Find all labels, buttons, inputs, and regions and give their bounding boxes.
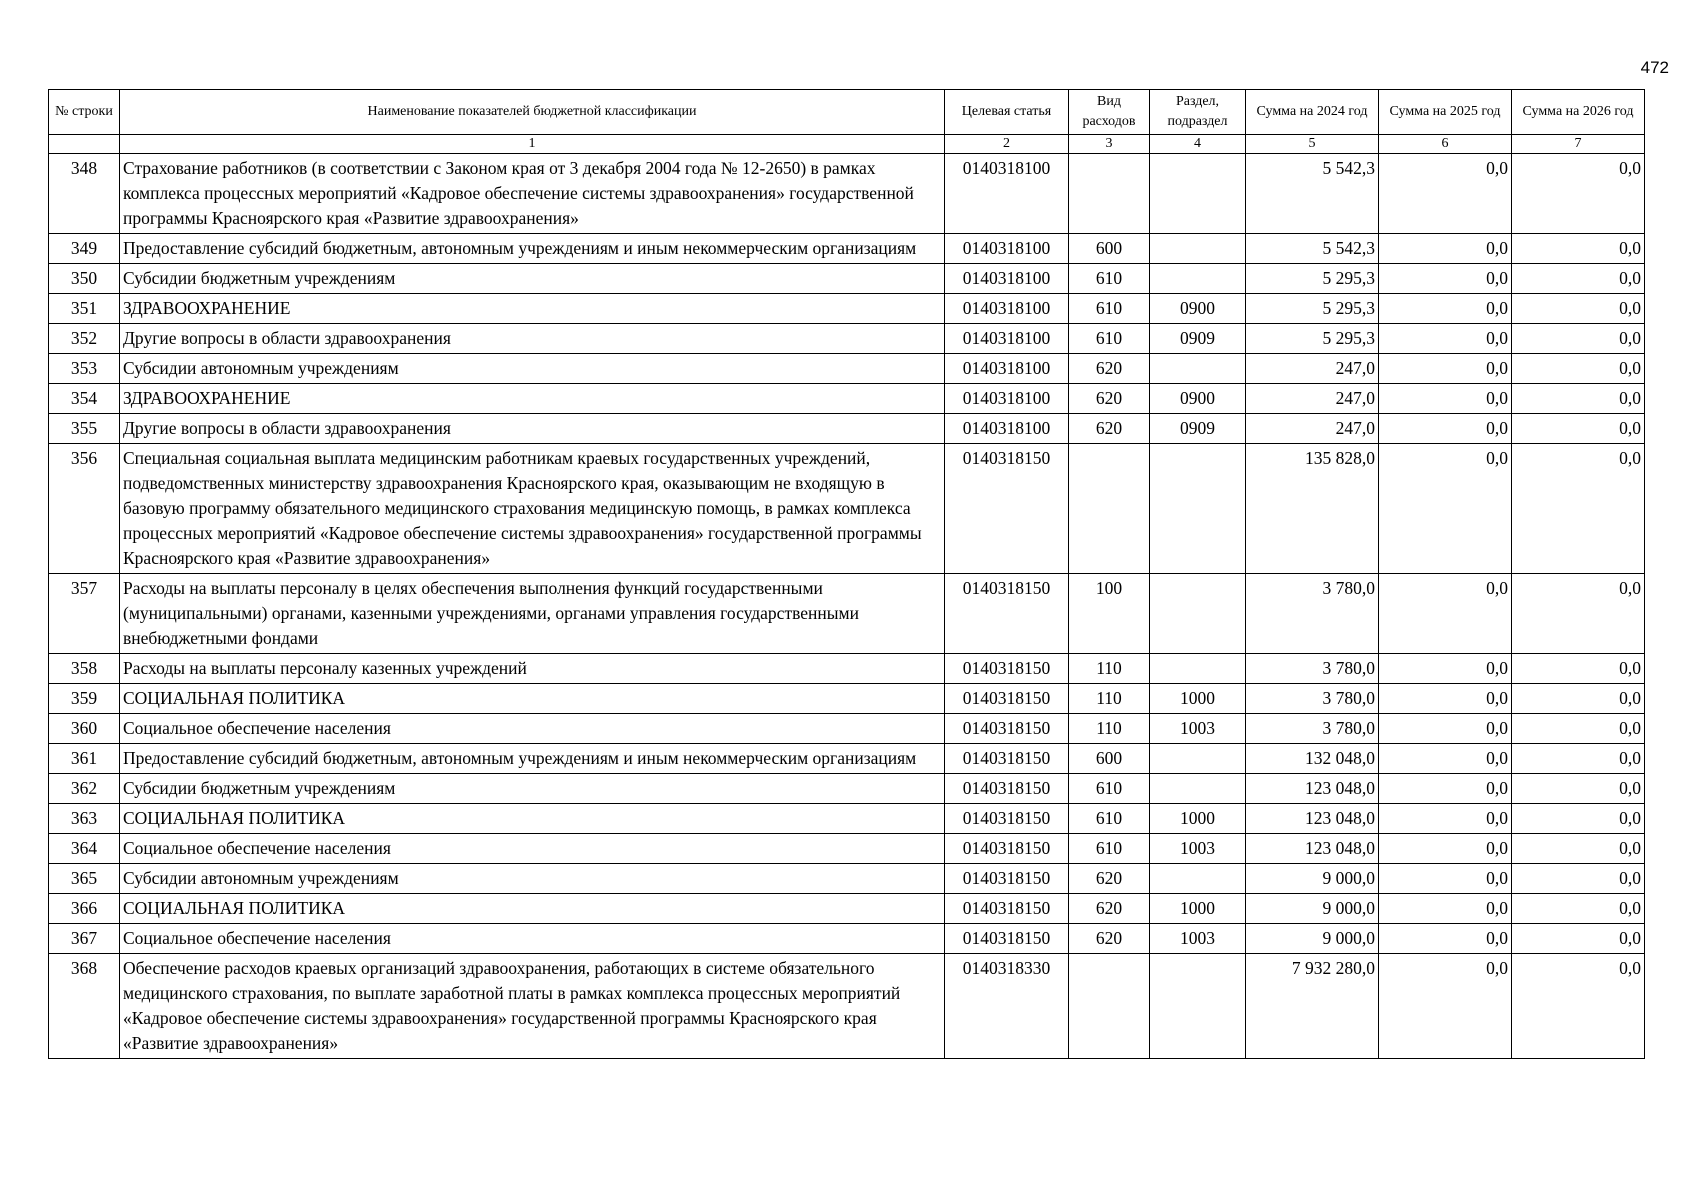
target-article-cell: 0140318150 — [945, 714, 1069, 744]
header-expense-type: Вид расходов — [1069, 90, 1150, 135]
budget-table — [48, 89, 1645, 1059]
section-cell: 0909 — [1150, 324, 1246, 354]
table-body — [49, 154, 1645, 1059]
indicator-name-cell: Другие вопросы в области здравоохранения — [120, 414, 945, 444]
expense-type-cell: 610 — [1069, 774, 1150, 804]
indicator-name-cell: Предоставление субсидий бюджетным, автономным учреждениям и иным некоммерческим организациям — [120, 234, 945, 264]
sum-2026-cell: 0,0 — [1512, 154, 1645, 234]
column-number: 2 — [945, 135, 1069, 154]
sum-2025-cell: 0,0 — [1379, 744, 1512, 774]
column-number: 4 — [1150, 135, 1246, 154]
table-row — [49, 924, 1645, 954]
sum-2024-cell: 3 780,0 — [1246, 714, 1379, 744]
target-article-cell: 0140318150 — [945, 864, 1069, 894]
sum-2025-cell: 0,0 — [1379, 324, 1512, 354]
indicator-name-cell: Субсидии бюджетным учреждениям — [120, 264, 945, 294]
sum-2026-cell: 0,0 — [1512, 774, 1645, 804]
column-number: 7 — [1512, 135, 1645, 154]
target-article-cell: 0140318330 — [945, 954, 1069, 1059]
expense-type-cell — [1069, 444, 1150, 574]
expense-type-cell: 610 — [1069, 294, 1150, 324]
row-number-cell: 364 — [49, 834, 120, 864]
sum-2026-cell: 0,0 — [1512, 414, 1645, 444]
expense-type-cell: 620 — [1069, 924, 1150, 954]
sum-2024-cell: 123 048,0 — [1246, 834, 1379, 864]
target-article-cell: 0140318150 — [945, 774, 1069, 804]
indicator-name-cell: СОЦИАЛЬНАЯ ПОЛИТИКА — [120, 804, 945, 834]
row-number-cell: 361 — [49, 744, 120, 774]
row-number-cell: 368 — [49, 954, 120, 1059]
sum-2025-cell: 0,0 — [1379, 924, 1512, 954]
expense-type-cell — [1069, 154, 1150, 234]
section-cell — [1150, 574, 1246, 654]
section-cell — [1150, 444, 1246, 574]
row-number-cell: 354 — [49, 384, 120, 414]
page-number: 472 — [1640, 58, 1669, 77]
sum-2026-cell: 0,0 — [1512, 684, 1645, 714]
row-number-cell: 367 — [49, 924, 120, 954]
sum-2024-cell: 5 295,3 — [1246, 324, 1379, 354]
table-row — [49, 574, 1645, 654]
table-row — [49, 684, 1645, 714]
indicator-name-cell: Субсидии автономным учреждениям — [120, 864, 945, 894]
expense-type-cell: 610 — [1069, 834, 1150, 864]
expense-type-cell: 620 — [1069, 354, 1150, 384]
expense-type-cell: 620 — [1069, 894, 1150, 924]
sum-2025-cell: 0,0 — [1379, 414, 1512, 444]
section-cell: 0900 — [1150, 384, 1246, 414]
target-article-cell: 0140318100 — [945, 264, 1069, 294]
target-article-cell: 0140318150 — [945, 744, 1069, 774]
row-number-cell: 350 — [49, 264, 120, 294]
column-number: 5 — [1246, 135, 1379, 154]
expense-type-cell: 110 — [1069, 714, 1150, 744]
section-cell: 1003 — [1150, 714, 1246, 744]
sum-2025-cell: 0,0 — [1379, 894, 1512, 924]
section-cell — [1150, 744, 1246, 774]
target-article-cell: 0140318100 — [945, 234, 1069, 264]
table-row — [49, 414, 1645, 444]
sum-2026-cell: 0,0 — [1512, 234, 1645, 264]
target-article-cell: 0140318150 — [945, 804, 1069, 834]
table-row — [49, 954, 1645, 1059]
sum-2026-cell: 0,0 — [1512, 894, 1645, 924]
sum-2026-cell: 0,0 — [1512, 804, 1645, 834]
indicator-name-cell: Расходы на выплаты персоналу казенных учреждений — [120, 654, 945, 684]
sum-2025-cell: 0,0 — [1379, 714, 1512, 744]
target-article-cell: 0140318100 — [945, 414, 1069, 444]
sum-2024-cell: 5 542,3 — [1246, 234, 1379, 264]
row-number-cell: 356 — [49, 444, 120, 574]
sum-2024-cell: 3 780,0 — [1246, 574, 1379, 654]
sum-2024-cell: 9 000,0 — [1246, 924, 1379, 954]
section-cell — [1150, 154, 1246, 234]
row-number-cell: 351 — [49, 294, 120, 324]
section-cell: 0900 — [1150, 294, 1246, 324]
column-number — [49, 135, 120, 154]
row-number-cell: 352 — [49, 324, 120, 354]
expense-type-cell — [1069, 954, 1150, 1059]
expense-type-cell: 600 — [1069, 234, 1150, 264]
sum-2026-cell: 0,0 — [1512, 654, 1645, 684]
indicator-name-cell: Специальная социальная выплата медицинским работникам краевых государственных учреждений, подведомственных министерству здравоохранения Красноярского края, оказывающим не входящую в базовую программу обязательного медицинского страхования медицинскую помощь, в рамках комплекса процессных мероприятий «Кадровое обеспечение системы здравоохранения» государственной программы Красноярского края «Развитие здравоохранения» — [120, 444, 945, 574]
column-number: 3 — [1069, 135, 1150, 154]
sum-2025-cell: 0,0 — [1379, 834, 1512, 864]
sum-2024-cell: 3 780,0 — [1246, 654, 1379, 684]
row-number-cell: 365 — [49, 864, 120, 894]
sum-2026-cell: 0,0 — [1512, 864, 1645, 894]
sum-2024-cell: 247,0 — [1246, 414, 1379, 444]
header-row-number: № строки — [49, 90, 120, 135]
expense-type-cell: 620 — [1069, 864, 1150, 894]
sum-2025-cell: 0,0 — [1379, 444, 1512, 574]
section-cell: 1000 — [1150, 684, 1246, 714]
sum-2025-cell: 0,0 — [1379, 774, 1512, 804]
sum-2024-cell: 5 295,3 — [1246, 294, 1379, 324]
expense-type-cell: 610 — [1069, 264, 1150, 294]
indicator-name-cell: Социальное обеспечение населения — [120, 714, 945, 744]
column-number: 6 — [1379, 135, 1512, 154]
target-article-cell: 0140318150 — [945, 684, 1069, 714]
row-number-cell: 359 — [49, 684, 120, 714]
header-target-article: Целевая статья — [945, 90, 1069, 135]
row-number-cell: 358 — [49, 654, 120, 684]
sum-2025-cell: 0,0 — [1379, 804, 1512, 834]
indicator-name-cell: ЗДРАВООХРАНЕНИЕ — [120, 384, 945, 414]
row-number-cell: 362 — [49, 774, 120, 804]
sum-2026-cell: 0,0 — [1512, 954, 1645, 1059]
table-row — [49, 264, 1645, 294]
sum-2025-cell: 0,0 — [1379, 264, 1512, 294]
sum-2026-cell: 0,0 — [1512, 294, 1645, 324]
sum-2025-cell: 0,0 — [1379, 954, 1512, 1059]
sum-2024-cell: 123 048,0 — [1246, 774, 1379, 804]
indicator-name-cell: СОЦИАЛЬНАЯ ПОЛИТИКА — [120, 684, 945, 714]
sum-2024-cell: 123 048,0 — [1246, 804, 1379, 834]
indicator-name-cell: Страхование работников (в соответствии с Законом края от 3 декабря 2004 года № 12-2650) в рамках комплекса процессных мероприятий «Кадровое обеспечение системы здравоохранения» государственной программы Красноярского края «Развитие здравоохранения» — [120, 154, 945, 234]
section-cell: 1000 — [1150, 894, 1246, 924]
section-cell: 1003 — [1150, 924, 1246, 954]
indicator-name-cell: ЗДРАВООХРАНЕНИЕ — [120, 294, 945, 324]
table-row — [49, 234, 1645, 264]
row-number-cell: 355 — [49, 414, 120, 444]
indicator-name-cell: СОЦИАЛЬНАЯ ПОЛИТИКА — [120, 894, 945, 924]
expense-type-cell: 110 — [1069, 684, 1150, 714]
sum-2024-cell: 247,0 — [1246, 354, 1379, 384]
indicator-name-cell: Социальное обеспечение населения — [120, 924, 945, 954]
sum-2026-cell: 0,0 — [1512, 384, 1645, 414]
target-article-cell: 0140318150 — [945, 654, 1069, 684]
sum-2024-cell: 7 932 280,0 — [1246, 954, 1379, 1059]
expense-type-cell: 610 — [1069, 804, 1150, 834]
sum-2026-cell: 0,0 — [1512, 574, 1645, 654]
sum-2026-cell: 0,0 — [1512, 444, 1645, 574]
sum-2025-cell: 0,0 — [1379, 654, 1512, 684]
sum-2026-cell: 0,0 — [1512, 264, 1645, 294]
row-number-cell: 360 — [49, 714, 120, 744]
table-row — [49, 294, 1645, 324]
table-row — [49, 804, 1645, 834]
sum-2026-cell: 0,0 — [1512, 744, 1645, 774]
expense-type-cell: 110 — [1069, 654, 1150, 684]
indicator-name-cell: Обеспечение расходов краевых организаций здравоохранения, работающих в системе обязательного медицинского страхования, по выплате заработной платы в рамках комплекса процессных мероприятий «Кадровое обеспечение системы здравоохранения» государственной программы Красноярского края «Развитие здравоохранения» — [120, 954, 945, 1059]
row-number-cell: 353 — [49, 354, 120, 384]
section-cell — [1150, 774, 1246, 804]
table-row — [49, 774, 1645, 804]
target-article-cell: 0140318100 — [945, 324, 1069, 354]
table-row — [49, 154, 1645, 234]
section-cell: 1003 — [1150, 834, 1246, 864]
target-article-cell: 0140318100 — [945, 154, 1069, 234]
section-cell: 0909 — [1150, 414, 1246, 444]
sum-2025-cell: 0,0 — [1379, 684, 1512, 714]
table-row — [49, 894, 1645, 924]
row-number-cell: 366 — [49, 894, 120, 924]
header-sum-2025: Сумма на 2025 год — [1379, 90, 1512, 135]
expense-type-cell: 610 — [1069, 324, 1150, 354]
indicator-name-cell: Другие вопросы в области здравоохранения — [120, 324, 945, 354]
target-article-cell: 0140318150 — [945, 444, 1069, 574]
sum-2025-cell: 0,0 — [1379, 864, 1512, 894]
table-row — [49, 864, 1645, 894]
sum-2024-cell: 132 048,0 — [1246, 744, 1379, 774]
section-cell — [1150, 354, 1246, 384]
section-cell — [1150, 264, 1246, 294]
sum-2025-cell: 0,0 — [1379, 154, 1512, 234]
table-row — [49, 324, 1645, 354]
indicator-name-cell: Предоставление субсидий бюджетным, автономным учреждениям и иным некоммерческим организациям — [120, 744, 945, 774]
sum-2024-cell: 247,0 — [1246, 384, 1379, 414]
row-number-cell: 357 — [49, 574, 120, 654]
sum-2026-cell: 0,0 — [1512, 714, 1645, 744]
section-cell — [1150, 654, 1246, 684]
sum-2025-cell: 0,0 — [1379, 294, 1512, 324]
row-number-cell: 348 — [49, 154, 120, 234]
expense-type-cell: 100 — [1069, 574, 1150, 654]
sum-2025-cell: 0,0 — [1379, 384, 1512, 414]
header-indicator-name: Наименование показателей бюджетной классификации — [120, 90, 945, 135]
target-article-cell: 0140318150 — [945, 834, 1069, 864]
sum-2024-cell: 5 295,3 — [1246, 264, 1379, 294]
sum-2026-cell: 0,0 — [1512, 924, 1645, 954]
table-row — [49, 834, 1645, 864]
column-number-row — [49, 135, 1645, 154]
target-article-cell: 0140318100 — [945, 354, 1069, 384]
table-row — [49, 384, 1645, 414]
target-article-cell: 0140318150 — [945, 894, 1069, 924]
row-number-cell: 363 — [49, 804, 120, 834]
indicator-name-cell: Социальное обеспечение населения — [120, 834, 945, 864]
sum-2026-cell: 0,0 — [1512, 354, 1645, 384]
sum-2025-cell: 0,0 — [1379, 354, 1512, 384]
indicator-name-cell: Субсидии автономным учреждениям — [120, 354, 945, 384]
section-cell: 1000 — [1150, 804, 1246, 834]
sum-2024-cell: 9 000,0 — [1246, 864, 1379, 894]
sum-2024-cell: 135 828,0 — [1246, 444, 1379, 574]
expense-type-cell: 620 — [1069, 414, 1150, 444]
table-header-row — [49, 90, 1645, 135]
sum-2024-cell: 9 000,0 — [1246, 894, 1379, 924]
indicator-name-cell: Расходы на выплаты персоналу в целях обеспечения выполнения функций государственными (муниципальными) органами, казенными учреждениями, органами управления государственными внебюджетными фондами — [120, 574, 945, 654]
budget-table-container — [48, 89, 1644, 1059]
section-cell — [1150, 234, 1246, 264]
target-article-cell: 0140318100 — [945, 294, 1069, 324]
target-article-cell: 0140318150 — [945, 574, 1069, 654]
expense-type-cell: 620 — [1069, 384, 1150, 414]
header-sum-2024: Сумма на 2024 год — [1246, 90, 1379, 135]
expense-type-cell: 600 — [1069, 744, 1150, 774]
sum-2026-cell: 0,0 — [1512, 834, 1645, 864]
section-cell — [1150, 954, 1246, 1059]
table-row — [49, 654, 1645, 684]
sum-2025-cell: 0,0 — [1379, 574, 1512, 654]
target-article-cell: 0140318100 — [945, 384, 1069, 414]
header-section: Раздел, подраздел — [1150, 90, 1246, 135]
sum-2026-cell: 0,0 — [1512, 324, 1645, 354]
table-row — [49, 444, 1645, 574]
header-sum-2026: Сумма на 2026 год — [1512, 90, 1645, 135]
sum-2025-cell: 0,0 — [1379, 234, 1512, 264]
indicator-name-cell: Субсидии бюджетным учреждениям — [120, 774, 945, 804]
column-number: 1 — [120, 135, 945, 154]
sum-2024-cell: 3 780,0 — [1246, 684, 1379, 714]
table-row — [49, 744, 1645, 774]
table-row — [49, 714, 1645, 744]
table-row — [49, 354, 1645, 384]
row-number-cell: 349 — [49, 234, 120, 264]
sum-2024-cell: 5 542,3 — [1246, 154, 1379, 234]
target-article-cell: 0140318150 — [945, 924, 1069, 954]
section-cell — [1150, 864, 1246, 894]
